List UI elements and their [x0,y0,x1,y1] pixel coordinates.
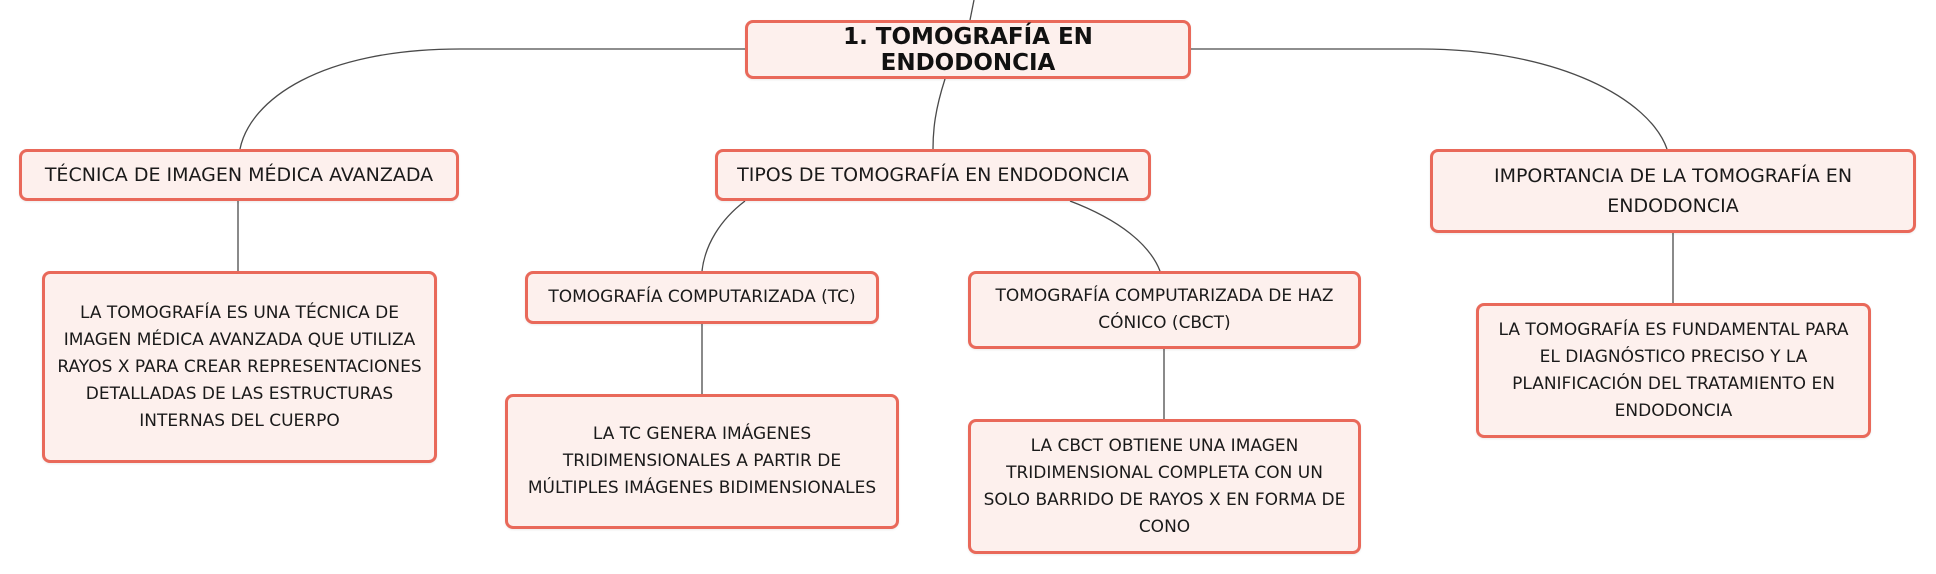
subtopic-tc[interactable] [525,271,879,324]
detail-importancia[interactable] [1476,303,1871,438]
topic-importancia-label: IMPORTANCIA DE LA TOMOGRAFÍA EN ENDODONCIA [1493,165,1853,217]
subtopic-cbct-label: TOMOGRAFÍA COMPUTARIZADA DE HAZ CÓNICO (CBCT) [995,286,1334,333]
detail-cbct[interactable] [968,419,1361,554]
subtopic-cbct[interactable] [968,271,1361,349]
connector-root-tipos [933,79,945,149]
detail-importancia-text: LA TOMOGRAFÍA ES FUNDAMENTAL PARA EL DIAGNÓSTICO PRECISO Y LA PLANIFICACIÓN DEL TRATAMIENTO EN ENDODONCIA [1498,319,1849,421]
connector-root-importancia [1190,49,1667,149]
detail-tc-text: LA TC GENERA IMÁGENES TRIDIMENSIONALES A PARTIR DE MÚLTIPLES IMÁGENES BIDIMENSIONALES [527,424,877,498]
detail-tc[interactable] [505,394,899,529]
topic-importancia[interactable] [1430,149,1916,233]
detail-tecnica-text: LA TOMOGRAFÍA ES UNA TÉCNICA DE IMAGEN MÉDICA AVANZADA QUE UTILIZA RAYOS X PARA CREAR REPRESENTACIONES DETALLADAS DE LAS ESTRUCTURAS INTERNAS DEL CUERPO [57,302,422,431]
detail-cbct-text: LA CBCT OBTIENE UNA IMAGEN TRIDIMENSIONAL COMPLETA CON UN SOLO BARRIDO DE RAYOS X EN FORMA DE CONO [983,435,1346,537]
root-node[interactable] [745,20,1191,79]
detail-tecnica[interactable] [42,271,437,463]
root-node-label: 1. TOMOGRAFÍA EN ENDODONCIA [843,23,1093,76]
connector-tipos-tc [702,201,745,271]
topic-tecnica-label: TÉCNICA DE IMAGEN MÉDICA AVANZADA [44,164,434,186]
connector-tipos-cbct [1070,201,1160,271]
topic-tecnica[interactable] [19,149,459,201]
subtopic-tc-label: TOMOGRAFÍA COMPUTARIZADA (TC) [548,287,856,307]
topic-tipos-label: TIPOS DE TOMOGRAFÍA EN ENDODONCIA [737,164,1129,186]
topic-tipos[interactable] [715,149,1151,201]
connector-root-tecnica [240,49,745,149]
connector-parent-up [970,0,974,20]
